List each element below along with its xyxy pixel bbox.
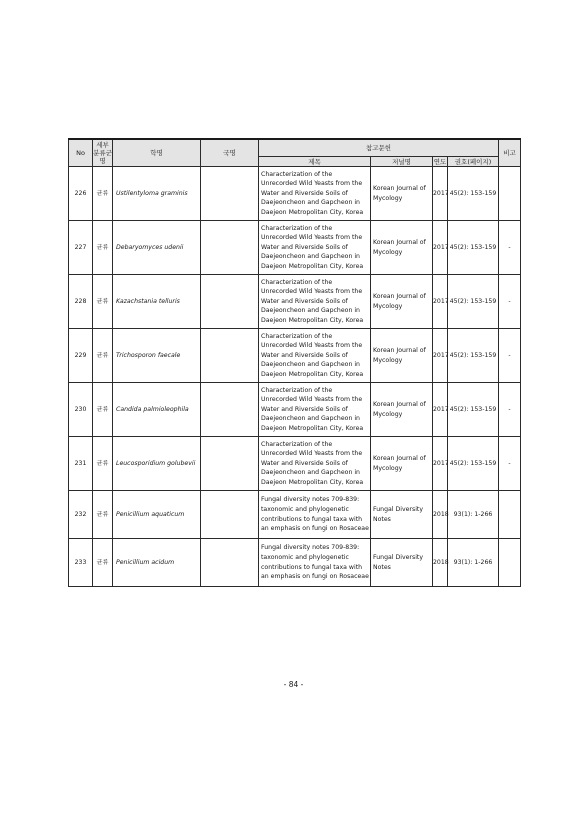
row-korean-name [201, 329, 259, 383]
row-species: Leucosporidium golubevii [113, 437, 201, 491]
header-reference: 참고문헌 [259, 139, 499, 157]
header-korean-name: 국명 [201, 139, 259, 167]
row-group: 균류 [93, 167, 113, 221]
row-no: 232 [69, 491, 93, 539]
row-remarks [499, 167, 521, 221]
row-korean-name [201, 491, 259, 539]
row-journal: Korean Journal of Mycology [371, 275, 433, 329]
row-title: Characterization of the Unrecorded Wild Yeasts from the Water and Riverside Soils of Daejeoncheon and Gapcheon in Daejeon Metropolitan City, Korea [259, 383, 371, 437]
row-journal: Korean Journal of Mycology [371, 167, 433, 221]
row-year: 2018 [433, 491, 448, 539]
row-journal: Korean Journal of Mycology [371, 329, 433, 383]
row-volume: 45(2): 153-159 [448, 167, 499, 221]
row-remarks: - [499, 329, 521, 383]
species-reference-table [68, 138, 521, 587]
table-row [69, 383, 521, 437]
row-group: 균류 [93, 437, 113, 491]
row-no: 228 [69, 275, 93, 329]
row-species: Candida palmioleophila [113, 383, 201, 437]
row-no: 233 [69, 539, 93, 587]
row-volume: 93(1): 1-266 [448, 539, 499, 587]
table-header [69, 139, 521, 167]
row-journal: Fungal Diversity Notes [371, 539, 433, 587]
row-group: 균류 [93, 383, 113, 437]
row-korean-name [201, 167, 259, 221]
row-korean-name [201, 383, 259, 437]
row-remarks [499, 539, 521, 587]
row-year: 2017 [433, 221, 448, 275]
row-year: 2018 [433, 539, 448, 587]
row-year: 2017 [433, 383, 448, 437]
table-row [69, 329, 521, 383]
header-year: 연도 [433, 157, 447, 166]
row-species: Trichosporon faecale [113, 329, 201, 383]
row-no: 229 [69, 329, 93, 383]
header-group-line1: 세부 [96, 141, 109, 149]
row-volume: 93(1): 1-266 [448, 491, 499, 539]
row-group: 균류 [93, 275, 113, 329]
row-species: Penicillium acidum [113, 539, 201, 587]
row-year: 2017 [433, 167, 448, 221]
row-journal: Korean Journal of Mycology [371, 221, 433, 275]
row-korean-name [201, 437, 259, 491]
row-journal: Korean Journal of Mycology [371, 383, 433, 437]
table-row [69, 167, 521, 221]
row-title: Characterization of the Unrecorded Wild Yeasts from the Water and Riverside Soils of Daejeoncheon and Gapcheon in Daejeon Metropolitan City, Korea [259, 329, 371, 383]
row-year: 2017 [433, 437, 448, 491]
header-group [93, 139, 113, 167]
row-korean-name [201, 275, 259, 329]
row-species: Debaryomyces udenii [113, 221, 201, 275]
header-title: 제목 [259, 157, 371, 167]
row-remarks: - [499, 437, 521, 491]
row-no: 227 [69, 221, 93, 275]
row-group: 균류 [93, 221, 113, 275]
row-group: 균류 [93, 329, 113, 383]
header-journal: 저널명 [371, 157, 433, 167]
table-row [69, 491, 521, 539]
row-species: Kazachstania telluris [113, 275, 201, 329]
row-journal: Korean Journal of Mycology [371, 437, 433, 491]
row-title: Characterization of the Unrecorded Wild Yeasts from the Water and Riverside Soils of Daejeoncheon and Gapcheon in Daejeon Metropolitan City, Korea [259, 167, 371, 221]
header-group-line2: 분류군명 [93, 149, 112, 165]
row-group: 균류 [93, 539, 113, 587]
row-title: Fungal diversity notes 709-839: taxonomic and phylogenetic contributions to fungal taxa with an emphasis on fungi on Rosaceae [259, 491, 371, 539]
row-korean-name [201, 539, 259, 587]
row-korean-name [201, 221, 259, 275]
row-title: Fungal diversity notes 709-839: taxonomic and phylogenetic contributions to fungal taxa with an emphasis on fungi on Rosaceae [259, 539, 371, 587]
row-remarks: - [499, 275, 521, 329]
row-no: 231 [69, 437, 93, 491]
header-species: 학명 [113, 139, 201, 167]
row-remarks: - [499, 221, 521, 275]
table-row [69, 539, 521, 587]
header-no: No [69, 139, 93, 167]
table-row [69, 275, 521, 329]
row-title: Characterization of the Unrecorded Wild Yeasts from the Water and Riverside Soils of Daejeoncheon and Gapcheon in Daejeon Metropolitan City, Korea [259, 275, 371, 329]
row-volume: 45(2): 153-159 [448, 437, 499, 491]
table-row [69, 221, 521, 275]
row-species: Ustilentyloma graminis [113, 167, 201, 221]
row-volume: 45(2): 153-159 [448, 221, 499, 275]
row-volume: 45(2): 153-159 [448, 275, 499, 329]
species-reference-table-container [68, 138, 520, 587]
row-year: 2017 [433, 275, 448, 329]
row-no: 230 [69, 383, 93, 437]
row-volume: 45(2): 153-159 [448, 329, 499, 383]
row-no: 226 [69, 167, 93, 221]
row-journal: Fungal Diversity Notes [371, 491, 433, 539]
row-group: 균류 [93, 491, 113, 539]
row-volume: 45(2): 153-159 [448, 383, 499, 437]
page-number: - 84 - [283, 680, 304, 689]
row-remarks: - [499, 383, 521, 437]
table-row [69, 437, 521, 491]
table-body [69, 167, 521, 587]
row-title: Characterization of the Unrecorded Wild Yeasts from the Water and Riverside Soils of Daejeoncheon and Gapcheon in Daejeon Metropolitan City, Korea [259, 437, 371, 491]
header-volume-pages: 권호(페이지) [448, 157, 499, 167]
row-species: Penicillium aquaticum [113, 491, 201, 539]
row-remarks [499, 491, 521, 539]
row-year: 2017 [433, 329, 448, 383]
header-remarks: 비고 [499, 139, 521, 167]
row-title: Characterization of the Unrecorded Wild Yeasts from the Water and Riverside Soils of Daejeoncheon and Gapcheon in Daejeon Metropolitan City, Korea [259, 221, 371, 275]
